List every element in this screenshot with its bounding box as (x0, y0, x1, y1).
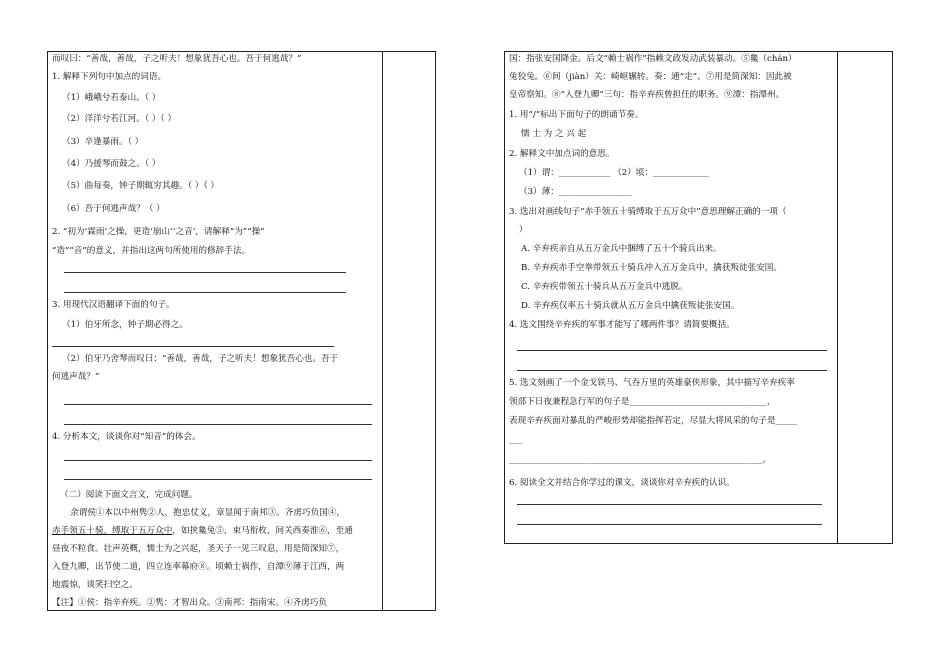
r-q3-option-b: B. 辛弃疾赤手空拳带领五十骑兵冲入五万金兵中，擒获叛徒张安国。 (521, 263, 782, 273)
note-cont-1: 国：指张安国降金。后文“赖士祸作”指赖文政发动武装暴动。⑤毚（chán） (509, 54, 797, 64)
underlined-sentence: 手领五十骑，缚取于五万众中 (60, 526, 173, 536)
note-cont-3: 皇帝察知。⑧“入登九卿”三句：指辛弃疾曾担任的职务。⑨潭：指潭州。 (509, 90, 785, 100)
q1-item-4: （4）乃援琴而鼓之。（ ） (62, 159, 161, 169)
q1-item-5: （5）曲每奏，钟子期辄穷其趣。（ ）（ ） (62, 181, 220, 191)
q3-sentence-2b: 何逃声哉？” (52, 372, 100, 382)
r-q6-title: 6. 阅读全文并结合你学过的课文，谈谈你对辛弃疾的认识。 (509, 478, 735, 488)
r-q5-line-1: 5. 选文刻画了一个金戈铁马、气吞万里的英雄豪侠形象，其中描写辛弃疾率 (509, 378, 795, 388)
r-q2-row-2: （3）薄：_________________ (519, 187, 632, 197)
answer-line[interactable] (64, 479, 372, 480)
passage-line-2: 昼夜不粒食。壮声英概，懦士为之兴起，圣天子一见三叹息，用是简深知⑦， (52, 544, 345, 554)
r-q2-row-1: （1）谓：____________ （2）顷：_____________ (519, 168, 709, 178)
underlined-phrase: 赤 (52, 526, 61, 536)
answer-line[interactable] (64, 404, 372, 405)
q2-line-2: “造”“音”的意义，并指出这两句所使用的修辞手法。 (52, 246, 251, 256)
right-worksheet-page (504, 51, 893, 544)
passage-text: ，如挟毚兔⑤，束马衔枚，间关西奏淮⑥，至通 (172, 526, 353, 536)
r-q4-title: 4. 选文围绕辛弃疾的军事才能写了哪两件事？请简要概括。 (509, 320, 735, 330)
r-q5-line-5: ___________________________________________________________。 (509, 455, 772, 465)
r-q3-title-end: ） (519, 225, 528, 235)
r-q5-line-2: 领部下日夜兼程急行军的句子是________________________________， (509, 397, 776, 407)
q3-sentence-2a: （2）伯牙乃舍琴而叹曰：“善哉，善哉，子之听夫！想象犹吾心也。吾于 (62, 354, 339, 364)
answer-line[interactable] (517, 524, 822, 525)
answer-line[interactable] (517, 370, 827, 371)
r-q5-line-3: 表现辛弃疾面对暴乱的严峻形势却能指挥若定，尽显大将风采的句子是_____ (509, 416, 797, 426)
q1-title: 1. 解释下列句中加点的词语。 (52, 72, 167, 82)
top-quote: 而叹曰：“善哉，善哉，子之听夫！想象犹吾心也。吾于何逃哉？” (52, 54, 302, 64)
q3-title: 3. 用现代汉语翻译下面的句子。 (52, 300, 175, 310)
answer-line[interactable] (64, 424, 372, 425)
answer-line[interactable] (517, 504, 822, 505)
section-2-title: （二）阅读下面文言文，完成问题。 (60, 490, 198, 500)
answer-line[interactable] (52, 346, 334, 347)
q2-line-1: 2. “初为‘霖雨’之操，更造‘崩山’‘之音’，请解释“为”“操” (52, 227, 265, 237)
r-q3-option-a: A. 辛弃疾亲自从五万金兵中捆缚了五十个骑兵出来。 (521, 244, 722, 254)
passage-line-3: 入登九卿，出节使二道，四立连率幕府⑧。顷赖士祸作，自潭⑨薄于江西，两 (52, 562, 345, 572)
q1-item-3: （3）卒逢暴雨。（ ） (62, 137, 144, 147)
q1-item-1: （1）峨峨兮若泰山。（ ） (62, 93, 161, 103)
answer-line[interactable] (64, 292, 346, 293)
r-q1-sentence: 懦 士 为 之 兴 起 (521, 129, 587, 139)
r-q5-line-4: ___ (509, 435, 522, 445)
passage-line-4: 地震惊，谈笑扫空之。 (52, 580, 138, 590)
r-q3-title: 3. 选出对画线句子“赤手领五十骑缚取于五万众中”意思理解正确的一项（ (509, 207, 787, 217)
q1-item-2: （2）洋洋兮若江河。（ ）（ ） (62, 114, 177, 124)
answer-line[interactable] (64, 460, 372, 461)
q1-item-6: （6）吾于何逃声哉？（ ） (62, 204, 165, 214)
r-q3-option-c: C. 辛弃疾带领五十骑兵从五万金兵中逃脱。 (521, 282, 688, 292)
r-q3-option-d: D. 辛弃疾仅率五十骑兵就从五万金兵中擒获叛徒张安国。 (521, 301, 740, 311)
note-line: 【注】①侯：指辛弃疾。②隽：才智出众。③南邦：指南宋。④齐虏巧负 (52, 598, 328, 608)
q4-title: 4. 分析本文，谈谈你对“知音”的体会。 (52, 432, 201, 442)
left-notes-column (382, 52, 438, 610)
note-cont-2: 兔狡兔。⑥间（jiàn）关：崎岖辗转。奏：通“走”。⑦用是简深知：因此被 (509, 72, 792, 82)
answer-line[interactable] (517, 350, 827, 351)
answer-line[interactable] (64, 272, 346, 273)
right-notes-column (837, 52, 893, 543)
passage-line-1b (52, 526, 353, 537)
r-q1-title: 1. 用“/”标出下面句子的朗诵节奏。 (509, 110, 644, 120)
left-worksheet-page (47, 51, 436, 611)
r-q2-title: 2. 解释文中加点词的意思。 (509, 149, 615, 159)
passage-line-1a: 余谓侯①本以中州隽②人，抱忠仗义，章显闻于南邦③。齐虏巧负国④， (70, 508, 346, 518)
q3-sentence-1: （1）伯牙所念，钟子期必得之。 (62, 320, 188, 330)
